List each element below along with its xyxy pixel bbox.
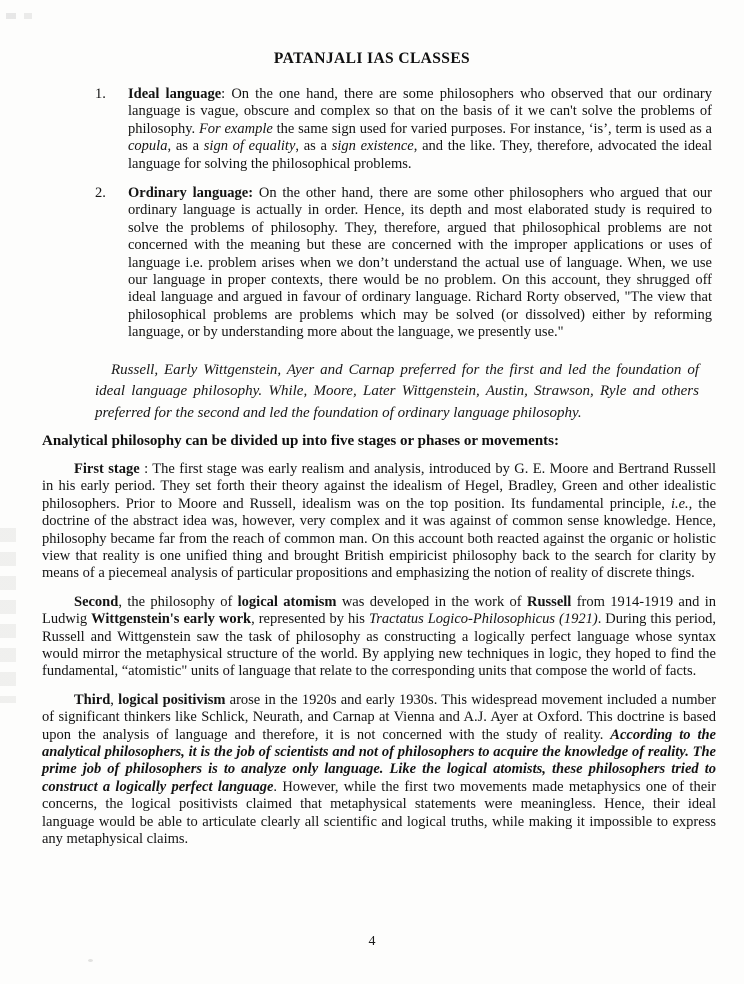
scan-artifact-dot bbox=[88, 959, 93, 962]
list-item-number: 2. bbox=[95, 185, 106, 202]
list-item-ordinary-language bbox=[95, 185, 712, 342]
list-item-text: Ordinary language: On the other hand, there are some other philosophers who argued that our ordinary language is actually in order. Hence, its depth and most elaborated study is required to solve the problems of philosophy. They, therefore, argued that philosophical problems are not concerned with the meaning but these are concerned with the improper applications or uses of language i.e. problem arises when we don’t understand the actual use of language. When, we use our language in proper contexts, there would be no problem. On this account, they shrugged off ideal language and argued in favour of ordinary language. Richard Rorty observed, "The view that philosophical problems are problems which may be solved (or dissolved) either by reforming language, or by understanding more about the language, we presently use." bbox=[128, 185, 712, 341]
paragraph-second-stage: Second, the philosophy of logical atomism was developed in the work of Russell from 1914-1919 and in Ludwig Wittgenstein's early work, represented by his Tractatus Logico-Philosophicus (1921). During this period, Russell and Wittgenstein saw the task of philosophy as constructing a logically perfect language whose syntax would mirror the metaphysical structure of the world. By applying new techniques in logic, they hoped to find the fundamental, “atomistic" units of language that relate to the corresponding units that compose the world of facts. bbox=[42, 593, 717, 680]
page-number: 4 bbox=[368, 934, 376, 949]
list-item-ideal-language bbox=[95, 86, 712, 173]
scan-artifact-corner bbox=[6, 13, 36, 19]
list-item-number: 1. bbox=[95, 86, 106, 102]
page-title: PATANJALI IAS CLASSES bbox=[273, 50, 471, 67]
paragraph-third-stage: Third, logical positivism arose in the 1920s and early 1930s. This widespread movement included a number of significant thinkers like Schlick, Neurath, and Carnap at Vienna and A.J. Ayer at Oxford. This doctrine is based upon the analysis of language and therefore, it is not concerned with the study of reality. According to the analytical philosophers, it is the job of scientists and not of philosophers to acquire the knowledge of reality. The prime job of philosophers is to analyze only language. Like the logical atomists, these philosophers tried to construct a logically perfect language. However, while the first two movements made metaphysics one of their concerns, the logical positivists claimed that metaphysical statements were meaningless. Hence, their ideal language would be able to articulate clearly all scientific and logical truths, while making it impossible to express any metaphysical claims. bbox=[42, 691, 716, 848]
list-item-text: Ideal language: On the one hand, there are some philosophers who observed that our ordinary language is vague, obscure and complex so that on the basis of it we can't solve the problems of philosophy. For example the same sign used for varied purposes. For instance, ‘is’, term is used as a copula, as a sign of equality, as a sign existence, and the like. They, therefore, advocated the ideal language for solving the philosophical problems. bbox=[128, 86, 712, 172]
numbered-list bbox=[0, 86, 744, 342]
section-heading: Analytical philosophy can be divided up into five stages or phases or movements: bbox=[42, 432, 559, 449]
paragraph-first-stage: First stage : The first stage was early realism and analysis, introduced by G. E. Moore and Bertrand Russell in his early period. They set forth their theory against the idealism of Hegel, Bradley, Green and other idealistic philosophers. Prior to Moore and Russell, idealism was on the top position. Its fundamental principle, i.e., the doctrine of the abstract idea was, however, very complex and it was against of common sense knowledge. Hence, philosophy became far from the reach of common man. On this account both reacted against the organic or holistic view that reality is one unified thing and brought British empiricist philosophy back to the search for clarity by means of a piecemeal analysis of particular propositions and emphasizing the notion of reality of discrete things. bbox=[42, 460, 717, 582]
scan-artifact-left-edge bbox=[0, 528, 16, 703]
transition-note: Russell, Early Wittgenstein, Ayer and Carnap preferred for the first and led the foundation of ideal language philosophy. While, Moore, Later Wittgenstein, Austin, Strawson, Ryle and others preferred for the second and led the foundation of ordinary language philosophy. bbox=[95, 361, 699, 421]
